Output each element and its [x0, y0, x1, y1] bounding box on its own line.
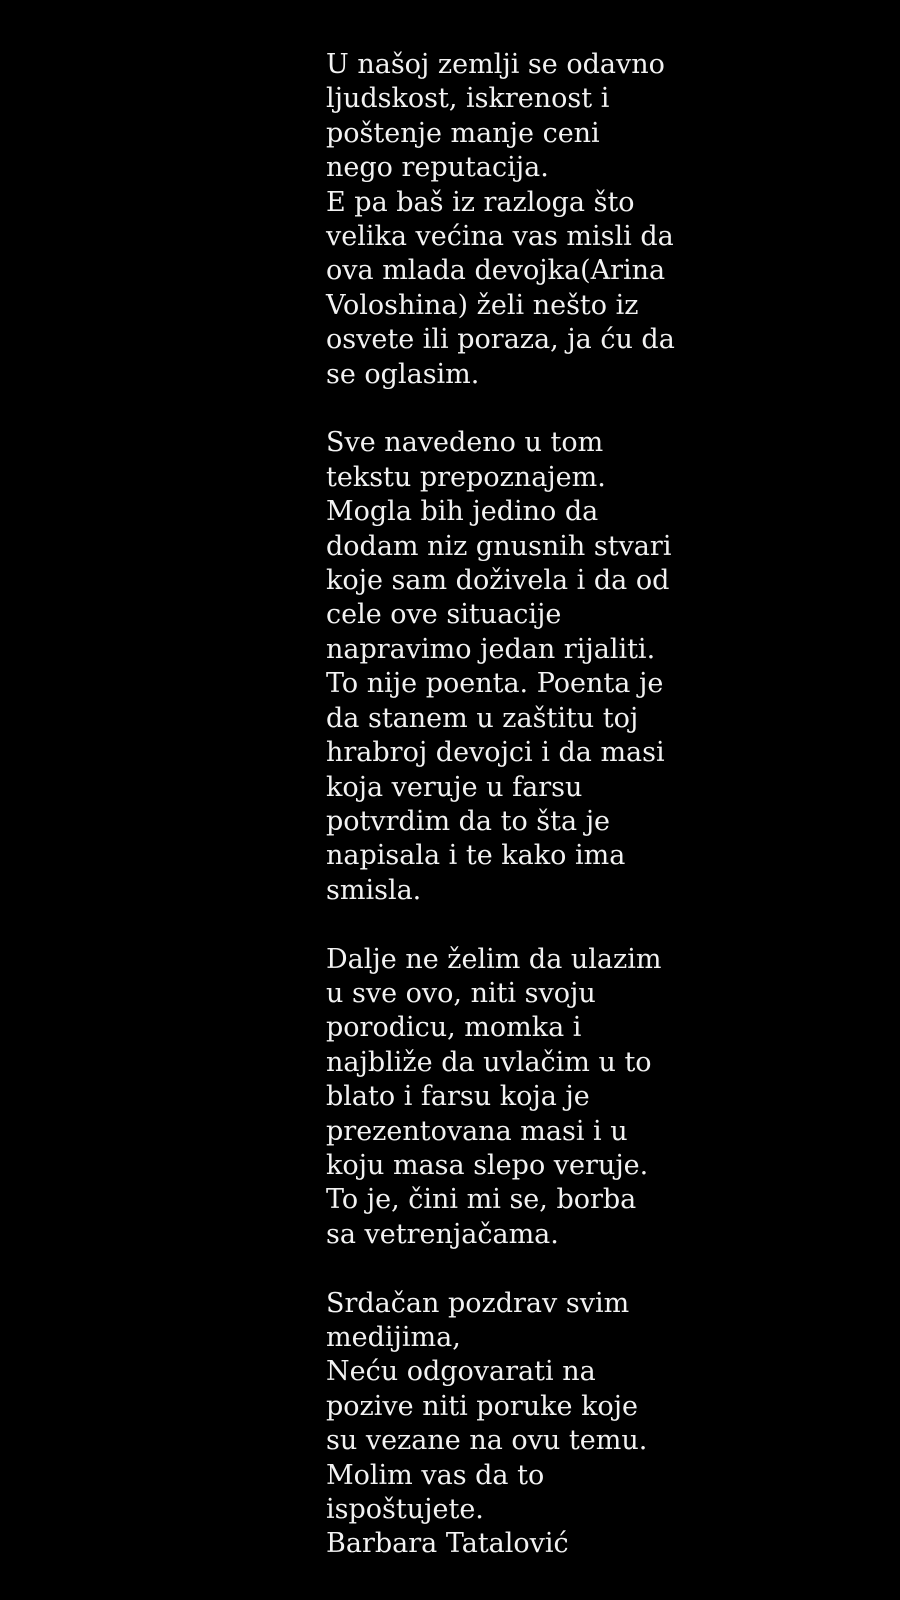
text-line: blato i farsu koja je: [326, 1081, 590, 1113]
text-line: Mogla bih jedino da: [326, 496, 599, 528]
text-line: u sve ovo, niti svoju: [326, 977, 596, 1009]
text-line: velika većina vas misli da: [326, 221, 674, 253]
text-line: Molim vas da to: [326, 1459, 545, 1491]
text-line: ispoštujete.: [326, 1494, 484, 1526]
text-line: poštenje manje ceni: [326, 117, 600, 149]
text-line: E pa baš iz razloga što: [326, 186, 635, 218]
text-line: potvrdim da to šta je: [326, 805, 611, 837]
text-line: Sve navedeno u tom: [326, 427, 604, 459]
text-line: prezentovana masi i u: [326, 1115, 628, 1147]
text-line: pozive niti poruke koje: [326, 1390, 639, 1422]
text-line: Voloshina) želi nešto iz: [326, 289, 639, 321]
text-line: najbliže da uvlačim u to: [326, 1046, 652, 1078]
text-line: su vezane na ovu temu.: [326, 1425, 648, 1457]
text-line: hrabroj devojci i da masi: [326, 737, 665, 769]
text-line: osvete ili poraza, ja ću da: [326, 324, 675, 356]
text-line: koja veruje u farsu: [326, 771, 583, 803]
text-line: To nije poenta. Poenta je: [326, 668, 664, 700]
paragraph-1: [326, 48, 746, 392]
text-line: koje sam doživela i da od: [326, 565, 670, 597]
text-line: napisala i te kako ima: [326, 840, 626, 872]
text-line: sa vetrenjačama.: [326, 1218, 559, 1250]
text-line: Neću odgovarati na: [326, 1356, 596, 1388]
text-line: tekstu prepoznajem.: [326, 461, 606, 493]
text-line: se oglasim.: [326, 358, 480, 390]
paragraph-3: [326, 943, 746, 1253]
story-text: [326, 48, 746, 1562]
text-line: dodam niz gnusnih stvari: [326, 530, 672, 562]
paragraph-4: [326, 1287, 746, 1562]
text-line: U našoj zemlji se odavno: [326, 49, 665, 80]
text-line: ljudskost, iskrenost i: [326, 83, 610, 115]
text-line: Srdačan pozdrav svim: [326, 1287, 630, 1319]
text-line: cele ove situacije: [326, 599, 562, 631]
signature-text: Barbara Tatalović: [326, 1528, 569, 1560]
text-line: medijima,: [326, 1321, 461, 1353]
paragraph-2: [326, 426, 746, 908]
text-line: Dalje ne želim da ulazim: [326, 943, 662, 975]
text-line: koju masa slepo veruje.: [326, 1149, 649, 1181]
text-line: ova mlada devojka(Arina: [326, 255, 666, 287]
text-line: To je, čini mi se, borba: [326, 1184, 637, 1216]
text-line: da stanem u zaštitu toj: [326, 702, 639, 734]
text-line: napravimo jedan rijaliti.: [326, 633, 656, 665]
text-line: smisla.: [326, 874, 422, 906]
text-line: nego reputacija.: [326, 152, 549, 184]
text-line: porodicu, momka i: [326, 1012, 582, 1044]
